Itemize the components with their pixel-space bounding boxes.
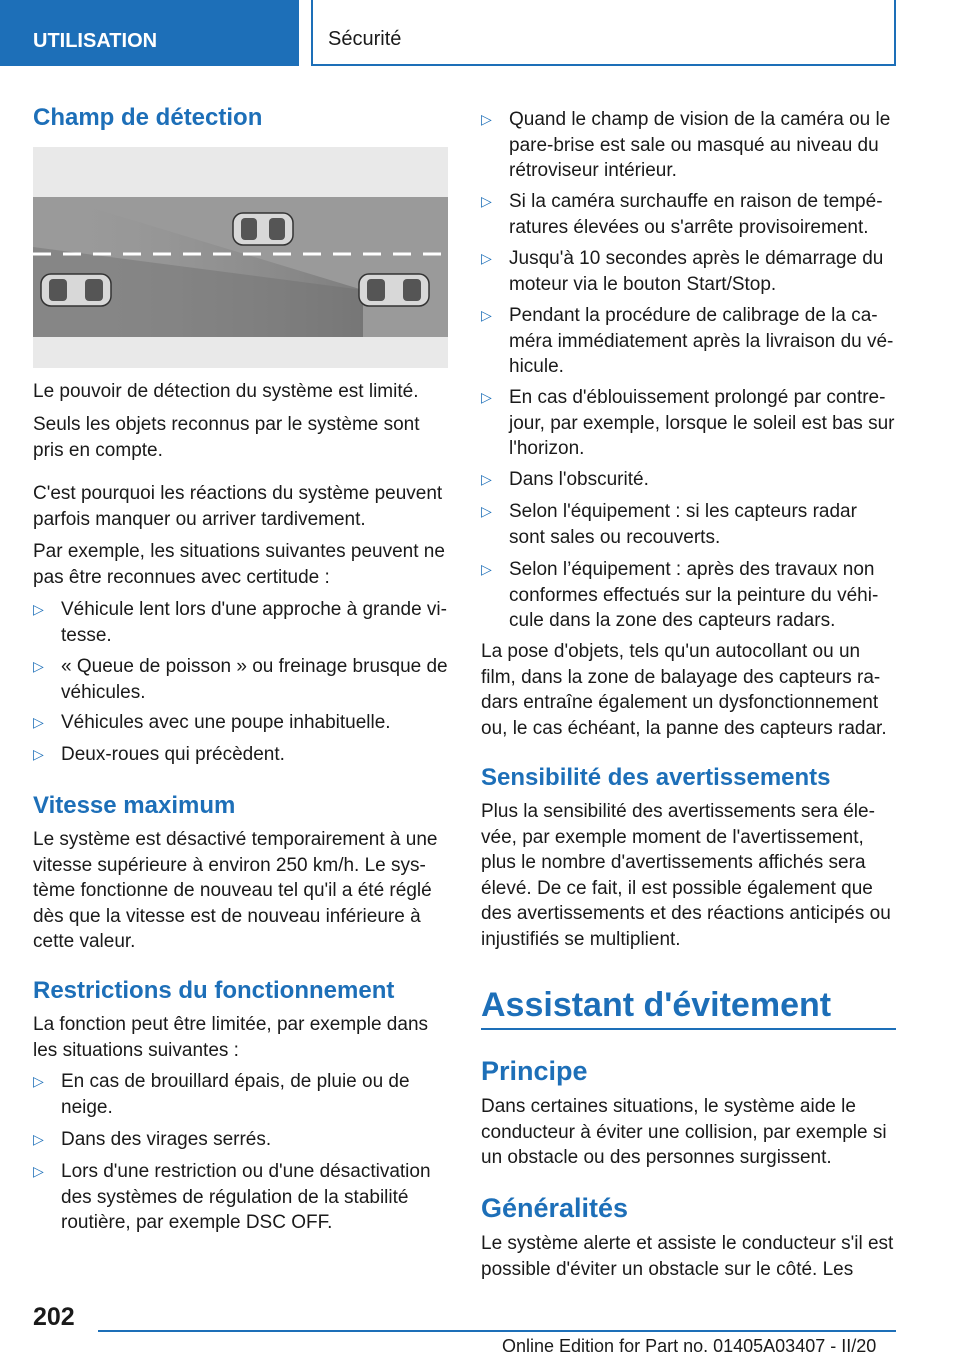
paragraph-vitesse: Le système est désactivé temporairement à une vitesse supérieure à environ 250 km/h. Le sys-tème fonctionne de nouveau tel qu'il a été réglé dès que la vitesse est de nouveau inférieure à cette valeur.	[33, 829, 438, 952]
triangle-bullet-icon: ▷	[33, 1073, 44, 1089]
triangle-bullet-icon: ▷	[481, 471, 492, 487]
triangle-bullet-icon: ▷	[481, 307, 492, 323]
list-item: ▷ Selon l'équipement : si les capteurs radar sont sales ou recouverts.	[481, 501, 857, 548]
list-item: ▷ « Queue de poisson » ou freinage brusque de véhicules.	[33, 656, 448, 703]
triangle-bullet-icon: ▷	[481, 561, 492, 577]
paragraph-exemple: Par exemple, les situations suivantes peuvent ne pas être reconnues avec certitude :	[33, 541, 445, 588]
edition-text: Online Edition for Part no. 01405A03407 - II/20	[502, 1336, 877, 1356]
heading-restrictions: Restrictions du fonctionnement	[33, 977, 395, 1004]
paragraph-pouvoir: Le pouvoir de détection du système est limité.	[33, 381, 419, 402]
paragraph-principe: Dans certaines situations, le système aide le conducteur à éviter une collision, par exemple si un obstacle ou des personnes surgissent.	[481, 1096, 887, 1168]
list-item: ▷ Dans des virages serrés.	[33, 1127, 428, 1153]
triangle-bullet-icon: ▷	[481, 193, 492, 209]
paragraph-sensibilite: Plus la sensibilité des avertissements sera éle-vée, par exemple moment de l'avertissement, plus le nombre d'avertissements affichés sera élevé. De ce fait, il est possible également que des avertissements et des réactions anticipés ou injustifiés se multiplient.	[481, 801, 891, 950]
list-item: ▷ Jusqu'à 10 secondes après le démarrage du moteur via le bouton Start/Stop.	[481, 248, 884, 295]
page-number: 202	[33, 1303, 75, 1331]
triangle-bullet-icon: ▷	[33, 658, 44, 674]
list-item: ▷ En cas d'éblouissement prolongé par contre-jour, par exemple, lorsque le soleil est bas sur l'horizon.	[481, 387, 895, 459]
paragraph-objets: Seuls les objets reconnus par le système sont pris en compte.	[33, 414, 420, 461]
footer-rule	[98, 1330, 896, 1332]
heading-vitesse: Vitesse maximum	[33, 792, 236, 819]
paragraph-generalites: Le système alerte et assiste le conducteur s'il est possible d'éviter un obstacle sur le côté. Les	[481, 1233, 894, 1280]
paragraph-restrictions: La fonction peut être limitée, par exemple dans les situations suivantes :	[33, 1014, 429, 1061]
list-item: ▷ En cas de brouillard épais, de pluie ou de neige.	[33, 1071, 410, 1118]
heading-principe: Principe	[481, 1056, 588, 1086]
heading-sensibilite: Sensibilité des avertissements	[481, 764, 831, 791]
detection-field-illustration	[33, 147, 448, 368]
heading-rule	[481, 1028, 896, 1030]
triangle-bullet-icon: ▷	[481, 389, 492, 405]
triangle-bullet-icon: ▷	[481, 111, 492, 127]
heading-assistant-evitement: Assistant d'évitement	[481, 986, 832, 1024]
triangle-bullet-icon: ▷	[33, 601, 44, 617]
car-left	[41, 274, 111, 306]
triangle-bullet-icon: ▷	[33, 1131, 44, 1147]
chapter-tab: Sécurité	[311, 0, 896, 66]
paragraph-reactions: C'est pourquoi les réactions du système peuvent parfois manquer ou arriver tardivement.	[33, 483, 443, 530]
section-tab: UTILISATION	[0, 0, 299, 66]
list-item: ▷ Dans l'obscurité.	[481, 467, 876, 493]
triangle-bullet-icon: ▷	[33, 746, 44, 762]
list-item: ▷ Quand le champ de vision de la caméra ou le pare-brise est sale ou masqué au niveau du rétroviseur intérieur.	[481, 109, 891, 181]
car-right	[359, 274, 429, 306]
car-top	[233, 213, 293, 245]
triangle-bullet-icon: ▷	[33, 1163, 44, 1179]
list-item: ▷ Véhicule lent lors d'une approche à grande vi-tesse.	[33, 599, 447, 646]
road-radar-diagram	[33, 147, 448, 368]
list-item: ▷ Selon l’équipement : après des travaux non conformes effectués sur la peinture du véhi-cule dans la zone des capteurs radars.	[481, 559, 879, 631]
list-item: ▷ Deux-roues qui précèdent.	[33, 742, 428, 768]
heading-champ-detection: Champ de détection	[33, 104, 263, 131]
paragraph-pose-objets: La pose d'objets, tels qu'un autocollant ou un film, dans la zone de balayage des capteurs ra-dars entraîne également un dysfonctionnement ou, le cas échéant, la panne des capteurs radar.	[481, 641, 887, 739]
triangle-bullet-icon: ▷	[33, 714, 44, 730]
heading-generalites: Généralités	[481, 1193, 629, 1223]
triangle-bullet-icon: ▷	[481, 250, 492, 266]
triangle-bullet-icon: ▷	[481, 503, 492, 519]
list-item: ▷ Pendant la procédure de calibrage de la ca-méra immédiatement après la livraison du vé-hicule.	[481, 305, 894, 377]
list-item: ▷ Véhicules avec une poupe inhabituelle.	[33, 710, 428, 736]
list-item: ▷ Lors d'une restriction ou d'une désactivation des systèmes de régulation de la stabilité routière, par exemple DSC OFF.	[33, 1161, 431, 1233]
list-item: ▷ Si la caméra surchauffe en raison de tempé-ratures élevées ou s'arrête provisoirement.	[481, 191, 883, 238]
